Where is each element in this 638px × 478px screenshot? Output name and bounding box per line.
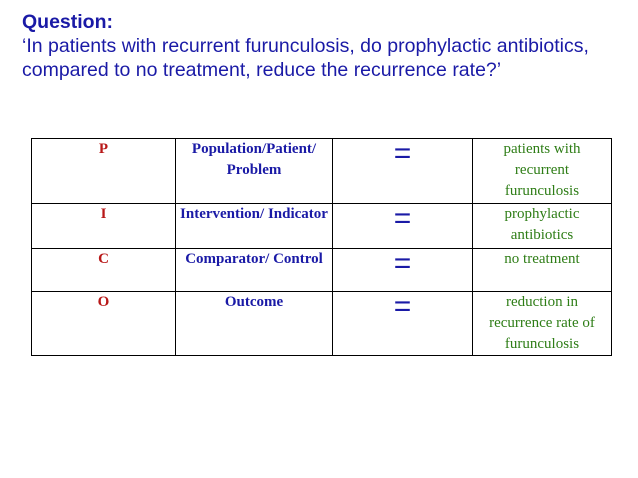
pico-row-o [32, 292, 612, 356]
pico-row-c [32, 249, 612, 292]
equals-sign: = [333, 204, 473, 249]
pico-description: patients with recurrent furunculosis [473, 139, 612, 204]
pico-table [31, 138, 612, 356]
equals-sign: = [333, 292, 473, 356]
equals-sign: = [333, 249, 473, 292]
pico-letter: C [32, 249, 176, 292]
pico-term: Intervention/ Indicator [176, 204, 333, 249]
pico-description: prophylactic antibiotics [473, 204, 612, 249]
pico-row-p [32, 139, 612, 204]
pico-row-i [32, 204, 612, 249]
pico-description: no treatment [473, 249, 612, 292]
pico-letter: I [32, 204, 176, 249]
question-block [22, 10, 622, 82]
pico-term: Comparator/ Control [176, 249, 333, 292]
equals-sign: = [333, 139, 473, 204]
question-text: ‘In patients with recurrent furunculosis, do prophylactic antibiotics, compared to no treatment, reduce the recurrence rate?’ [22, 35, 589, 81]
pico-letter: O [32, 292, 176, 356]
question-heading: Question: [22, 11, 113, 33]
pico-term: Outcome [176, 292, 333, 356]
pico-term: Population/Patient/ Problem [176, 139, 333, 204]
pico-letter: P [32, 139, 176, 204]
pico-description: reduction in recurrence rate of furunculosis [473, 292, 612, 356]
